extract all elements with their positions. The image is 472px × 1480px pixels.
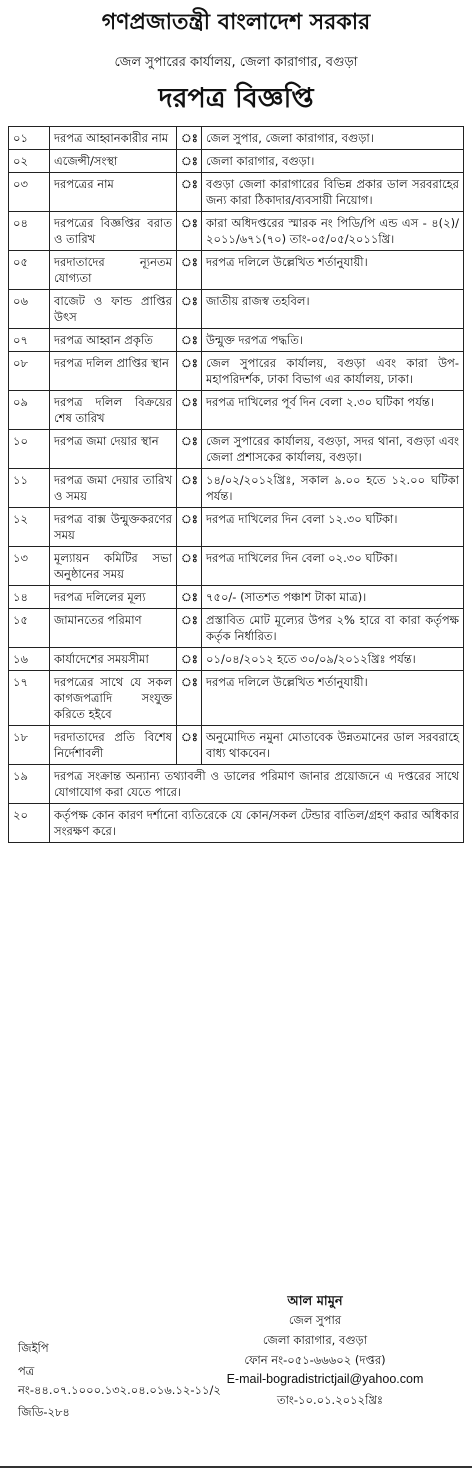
row-value: জেলা কারাগার, বগুড়া। (202, 150, 464, 173)
row-separator: ঃ (177, 391, 202, 430)
table-row (9, 508, 464, 547)
row-value: জেল সুপার, জেলা কারাগার, বগুড়া। (202, 127, 464, 150)
row-number: ০৬ (9, 290, 50, 329)
row-number: ১৭ (9, 671, 50, 726)
row-separator: ঃ (177, 290, 202, 329)
row-label: দরপত্র জমা দেয়ার স্থান (50, 430, 177, 469)
row-value: দরপত্র দাখিলের পূর্ব দিন বেলা ২.৩০ ঘটিকা পর্যন্ত। (202, 391, 464, 430)
row-label: বাজেট ও ফান্ড প্রাপ্তির উৎস (50, 290, 177, 329)
row-number: ১৩ (9, 547, 50, 586)
table-row (9, 547, 464, 586)
notice-title: দরপত্র বিজ্ঞপ্তি (158, 83, 314, 114)
table-row (9, 329, 464, 352)
tender-details-table (8, 126, 464, 843)
row-value: প্রস্তাবিত মোট মূল্যের উপর ২% হারে বা কারা কর্তৃপক্ষ কর্তৃক নির্ধারিত। (202, 609, 464, 648)
row-separator: ঃ (177, 127, 202, 150)
row-value: ৭৫০/- (সাতশত পঞ্চাশ টাকা মাত্র)। (202, 586, 464, 609)
table-row (9, 469, 464, 508)
table-row (9, 765, 464, 804)
office-email: E-mail-bogradistrictjail@yahoo.com (226, 1372, 424, 1386)
row-number: ০১ (9, 127, 50, 150)
table-row (9, 726, 464, 765)
row-value: কারা অধিদপ্তরের স্মারক নং পিডি/পি এন্ড এস - ৪(২)/২০১১/৬৭১(৭০) তাং-০৫/০৫/২০১১খ্রি। (202, 212, 464, 251)
row-label: দরপত্রের বিজ্ঞপ্তির বরাত ও তারিখ (50, 212, 177, 251)
row-value: অনুমোদিত নমুনা মোতাবেক উন্নতমানের ডাল সরবরাহে বাধ্য থাকবেন। (202, 726, 464, 765)
row-separator: ঃ (177, 173, 202, 212)
row-number: ১৯ (9, 765, 50, 804)
row-label: দরপত্র বাক্স উন্মুক্তকরণের সময় (50, 508, 177, 547)
row-label: দরপত্র দলিলের মূল্য (50, 586, 177, 609)
signatory-name: আল মামুন (287, 1294, 343, 1309)
row-value: বগুড়া জেলা কারাগারের বিভিন্ন প্রকার ডাল সরবরাহের জন্য কারা ঠিকাদার/ব্যবসায়ী নিয়োগ। (202, 173, 464, 212)
row-number: ১১ (9, 469, 50, 508)
row-number: ০২ (9, 150, 50, 173)
row-separator: ঃ (177, 726, 202, 765)
row-value: উন্মুক্ত দরপত্র পদ্ধতি। (202, 329, 464, 352)
row-number: ১৫ (9, 609, 50, 648)
row-separator: ঃ (177, 586, 202, 609)
table-row (9, 290, 464, 329)
memo-number: পত্র নং-৪৪.০৭.১০০০.১৩২.০৪.০১৬.১২-১১/২ (18, 1364, 221, 1397)
signatory-office: জেলা কারাগার, বগুড়া (262, 1333, 368, 1347)
row-separator: ঃ (177, 671, 202, 726)
row-number: ০৮ (9, 352, 50, 391)
row-value: জাতীয় রাজস্ব তহবিল। (202, 290, 464, 329)
table-row (9, 127, 464, 150)
gd-number: জিডি-২৮৪ (18, 1405, 70, 1419)
row-label: এজেন্সী/সংস্থা (50, 150, 177, 173)
row-number: ১২ (9, 508, 50, 547)
table-row (9, 586, 464, 609)
table-row (9, 609, 464, 648)
row-value: দরপত্র দাখিলের দিন বেলা ০২.৩০ ঘটিকা। (202, 547, 464, 586)
signature-date: তাং-১০.০১.২০১২খ্রিঃ (276, 1393, 384, 1407)
table-row (9, 430, 464, 469)
row-number: ০৫ (9, 251, 50, 290)
row-value: দরপত্র দলিলে উল্লেখিত শর্তানুযায়ী। (202, 671, 464, 726)
bottom-rule (0, 1466, 472, 1468)
row-label: দরপত্র আহ্বান প্রকৃতি (50, 329, 177, 352)
row-number: ০৩ (9, 173, 50, 212)
row-separator: ঃ (177, 547, 202, 586)
row-label: দরপত্র দলিল প্রাপ্তির স্থান (50, 352, 177, 391)
row-label: দরপত্র জমা দেয়ার তারিখ ও সময় (50, 469, 177, 508)
table-row (9, 352, 464, 391)
row-label: দরপত্রের নাম (50, 173, 177, 212)
row-separator: ঃ (177, 508, 202, 547)
table-row (9, 173, 464, 212)
office-phone: ফোন নং-০৫১-৬৬৬০২ (দপ্তর) (244, 1353, 386, 1367)
government-title: গণপ্রজাতন্ত্রী বাংলাদেশ সরকার (101, 9, 371, 35)
row-label: দরপত্র আহ্বানকারীর নাম (50, 127, 177, 150)
row-value: দরপত্র দলিলে উল্লেখিত শর্তানুযায়ী। (202, 251, 464, 290)
row-value: ০১/০৪/২০১২ হতে ৩০/০৯/২০১২খ্রিঃ পর্যন্ত। (202, 648, 464, 671)
office-address-line: জেল সুপারের কার্যালয়, জেলা কারাগার, বগুড়া (114, 55, 358, 70)
row-value: দরপত্র দাখিলের দিন বেলা ১২.৩০ ঘটিকা। (202, 508, 464, 547)
gep-reference: জিইপি (18, 1341, 49, 1355)
row-number: ১০ (9, 430, 50, 469)
row-separator: ঃ (177, 251, 202, 290)
row-separator: ঃ (177, 150, 202, 173)
row-separator: ঃ (177, 329, 202, 352)
row-value: জেল সুপারের কার্যালয়, বগুড়া, সদর থানা, বগুড়া এবং জেলা প্রশাসকের কার্যালয়, বগুড়া। (202, 430, 464, 469)
row-text: কর্তৃপক্ষ কোন কারণ দর্শানো ব্যতিরেকে যে কোন/সকল টেন্ডার বাতিল/গ্রহণ করার অধিকার সংরক্ষণ করে। (50, 804, 464, 843)
table-row (9, 212, 464, 251)
row-separator: ঃ (177, 212, 202, 251)
row-value: জেল সুপারের কার্যালয়, বগুড়া এবং কারা উপ-মহাপরিদর্শক, ঢাকা বিভাগ এর কার্যালয়, ঢাকা। (202, 352, 464, 391)
row-label: জামানতের পরিমাণ (50, 609, 177, 648)
row-label: দরদাতাদের ন্যূনতম যোগ্যতা (50, 251, 177, 290)
row-number: ১৮ (9, 726, 50, 765)
row-label: মূল্যায়ন কমিটির সভা অনুষ্ঠানের সময় (50, 547, 177, 586)
row-label: কার্যাদেশের সময়সীমা (50, 648, 177, 671)
row-number: ১৪ (9, 586, 50, 609)
row-separator: ঃ (177, 469, 202, 508)
row-label: দরদাতাদের প্রতি বিশেষ নির্দেশাবলী (50, 726, 177, 765)
table-row (9, 391, 464, 430)
row-number: ১৬ (9, 648, 50, 671)
row-number: ০৯ (9, 391, 50, 430)
table-row (9, 648, 464, 671)
row-separator: ঃ (177, 430, 202, 469)
row-label: দরপত্রের সাথে যে সকল কাগজপত্রাদি সংযুক্ত করিতে হইবে (50, 671, 177, 726)
row-label: দরপত্র দলিল বিক্রয়ের শেষ তারিখ (50, 391, 177, 430)
row-text: দরপত্র সংক্রান্ত অন্যান্য তথ্যাবলী ও ডালের পরিমাণ জানার প্রয়োজনে এ দপ্তরের সাথে যোগাযোগ করা যেতে পারে। (50, 765, 464, 804)
row-number: ০৪ (9, 212, 50, 251)
row-value: ১৪/০২/২০১২খ্রিঃ, সকাল ৯.০০ হতে ১২.০০ ঘটিকা পর্যন্ত। (202, 469, 464, 508)
table-row (9, 150, 464, 173)
row-number: ২০ (9, 804, 50, 843)
row-number: ০৭ (9, 329, 50, 352)
table-row (9, 671, 464, 726)
table-row (9, 804, 464, 843)
table-row (9, 251, 464, 290)
row-separator: ঃ (177, 609, 202, 648)
signatory-title: জেল সুপার (288, 1313, 342, 1327)
row-separator: ঃ (177, 648, 202, 671)
row-separator: ঃ (177, 352, 202, 391)
